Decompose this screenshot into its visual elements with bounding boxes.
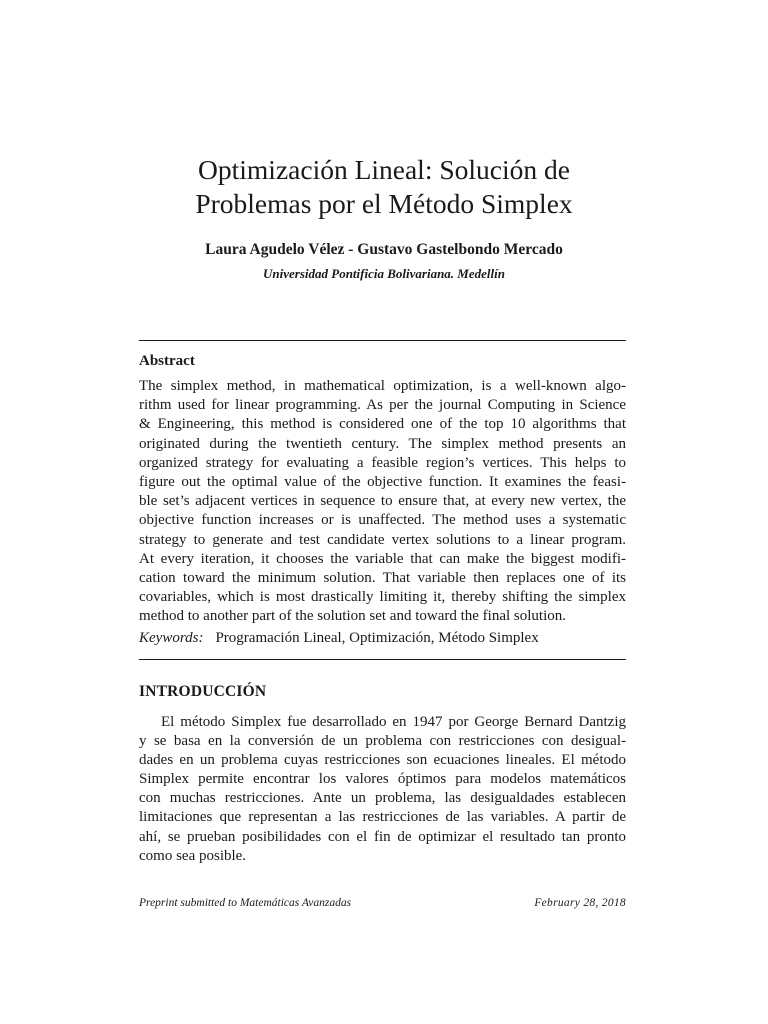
paragraph-line: dades en un problema cuyas restricciones son ecuaciones lineales. El método bbox=[139, 752, 626, 769]
keywords-value: Programación Lineal, Optimización, Método Simplex bbox=[215, 630, 539, 646]
abstract-line: At every iteration, it chooses the variable that can make the biggest modifi- bbox=[139, 550, 626, 567]
abstract-line: originated during the twentieth century. The simplex method presents an bbox=[139, 435, 626, 452]
abstract-line: The simplex method, in mathematical optimization, is a well-known algo- bbox=[139, 378, 626, 394]
author-list: Laura Agudelo Vélez - Gustavo Gastelbondo Mercado bbox=[205, 241, 563, 258]
abstract-line: & Engineering, this method is considered one of the top 10 algorithms that bbox=[139, 416, 626, 433]
abstract-line: organized strategy for evaluating a feasible region’s vertices. This helps to bbox=[139, 454, 626, 471]
paragraph-line: y se basa en la conversión de un problema con restricciones con desigual- bbox=[139, 733, 626, 750]
footer-date: February 28, 2018 bbox=[534, 897, 626, 909]
keywords-label: Keywords: bbox=[139, 630, 204, 646]
abstract-line: figure out the optimal value of the objective function. It examines the feasi- bbox=[139, 474, 626, 491]
abstract-line: covariables, which is most drastically limiting it, thereby shifting the simplex bbox=[139, 589, 626, 606]
introduction-paragraph bbox=[139, 713, 626, 866]
paragraph-line: Simplex permite encontrar los valores óptimos para modelos matemáticos bbox=[139, 771, 626, 788]
affiliation: Universidad Pontificia Bolivariana. Medellín bbox=[263, 266, 505, 281]
paper-title bbox=[100, 153, 668, 221]
abstract-text bbox=[139, 377, 626, 627]
title-line: Optimización Lineal: Solución de bbox=[198, 154, 570, 185]
title-line: Problemas por el Método Simplex bbox=[195, 188, 573, 219]
paragraph-line: con muchas restricciones. Ante un problema, las desigualdades establecen bbox=[139, 790, 626, 807]
abstract-line: rithm used for linear programming. As per the journal Computing in Science bbox=[139, 397, 626, 414]
section-heading-introduccion: INTRODUCCIÓN bbox=[139, 683, 267, 700]
paragraph-line: como sea posible. bbox=[139, 847, 247, 864]
paragraph-line: ahí, se prueban posibilidades con el fin de optimizar el resultado tan pronto bbox=[139, 828, 626, 845]
paragraph-line: limitaciones que representan a las restricciones de las variables. A partir de bbox=[139, 809, 626, 826]
keywords bbox=[139, 628, 539, 648]
abstract-line: objective function increases or is unaffected. The method uses a systematic bbox=[139, 512, 626, 529]
abstract-heading: Abstract bbox=[139, 353, 195, 369]
abstract-line: strategy to generate and test candidate vertex solutions to a linear program. bbox=[139, 531, 626, 548]
abstract-bottom-rule bbox=[139, 659, 626, 660]
abstract-line: method to another part of the solution set and toward the final solution. bbox=[139, 608, 566, 625]
preprint-note: Preprint submitted to Matemáticas Avanzadas bbox=[139, 897, 352, 909]
paragraph-line: El método Simplex fue desarrollado en 1947 por George Bernard Dantzig bbox=[161, 714, 626, 730]
abstract-line: cation toward the minimum solution. That variable then replaces one of its bbox=[139, 570, 626, 587]
abstract-line: ble set’s adjacent vertices in sequence to ensure that, at every new vertex, the bbox=[139, 493, 626, 510]
abstract-top-rule bbox=[139, 340, 626, 341]
